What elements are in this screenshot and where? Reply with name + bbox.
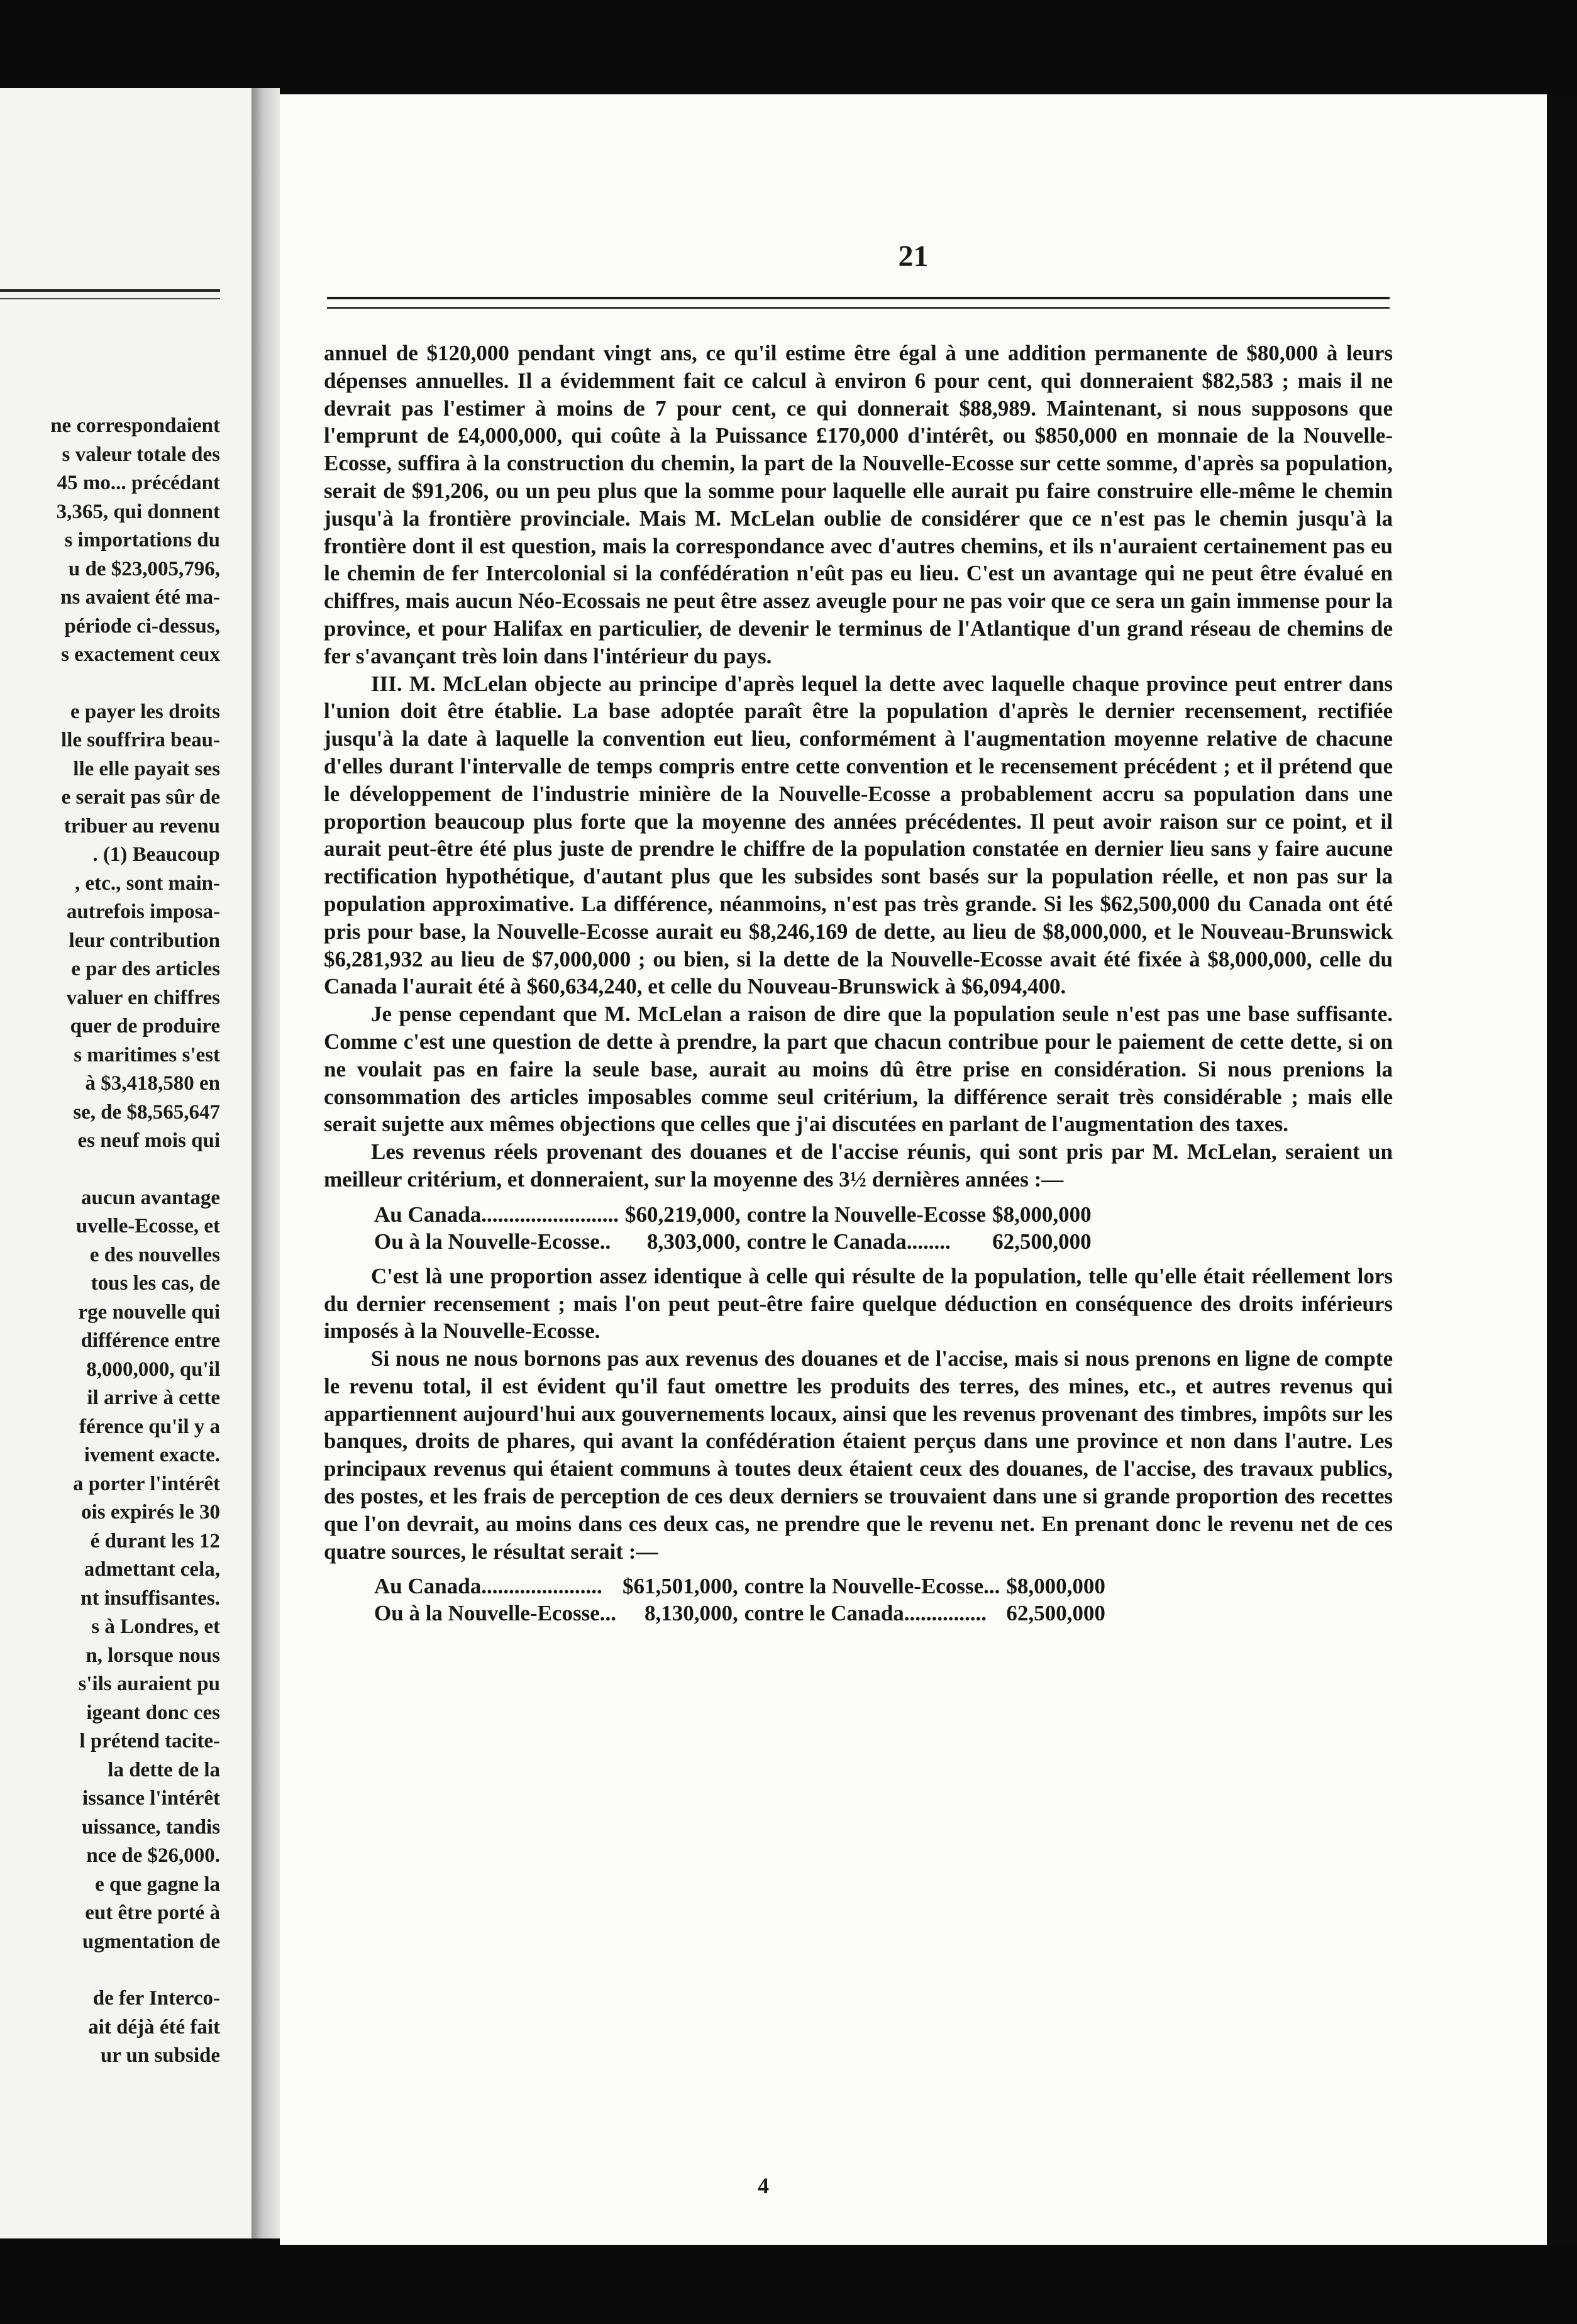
facing-page-line: e payer les droits bbox=[70, 700, 220, 723]
facing-page-line: uvelle-Ecosse, et bbox=[75, 1215, 220, 1237]
facing-page-line: à $3,418,580 en bbox=[85, 1072, 220, 1095]
row-label: Ou à la Nouvelle-Ecosse.. bbox=[374, 1229, 611, 1254]
row-other: $8,000,000 bbox=[992, 1202, 1092, 1227]
facing-page-line: tous les cas, de bbox=[91, 1272, 220, 1295]
row-other: 62,500,000 bbox=[992, 1229, 1092, 1254]
facing-page-line bbox=[0, 670, 220, 698]
paragraph: Je pense cependant que M. McLelan a raison de dire que la population seule n'est pas une base suffisante. Comme c'est une question de dette à prendre, la part que chacun contribue pour le paiement de cette dette, si on ne voulait pas en faire la seule base, aurait au moins dû être prise en considération. Si nous prenions la consommation des articles imposables comme seul critérium, la différence serait très considérable ; mais elle serait sujette aux mêmes objections que celles que j'ai discutées en parlant de l'augmentation des taxes. bbox=[324, 1002, 1393, 1137]
facing-page-rule bbox=[0, 289, 220, 299]
facing-page-line: lle souffrira beau- bbox=[61, 729, 220, 751]
scan-right-edge bbox=[1547, 94, 1577, 2245]
facing-page-line: n, lorsque nous bbox=[86, 1644, 220, 1667]
facing-page-line bbox=[0, 1956, 220, 1984]
row-label: Ou à la Nouvelle-Ecosse... bbox=[374, 1601, 616, 1626]
facing-page-line: nt insuffisantes. bbox=[80, 1586, 220, 1610]
facing-page-line: e des nouvelles bbox=[89, 1243, 220, 1266]
facing-page-line: rge nouvelle qui bbox=[78, 1300, 220, 1324]
paragraph: III. M. McLelan objecte au principe d'après lequel la dette avec laquelle chaque province peut entrer dans l'union doit être établie. La base adoptée paraît être la population d'après le dernier recensement, rectifiée jusqu'à la date à laquelle la convention eut lieu, conformément à l'augmentation moyenne relative de chacune d'elles durant l'intervalle de temps compris entre cette convention et le recensement précédent ; et il prétend que le développement de l'industrie minière de la Nouvelle-Ecosse a probablement accru sa population dans une proportion beaucoup plus forte que la moyenne des années précédentes. Il peut avoir raison sur ce point, et il aurait peut-être été plus juste de prendre le chiffre de la population constatée en dernier lieu sans y faire aucune rectification hypothétique, d'autant plus que les subsides sont basés sur la population réelle, et non pas sur la population approximative. La différence, néanmoins, n'est pas très grande. Si les $62,500,000 du Canada ont été pris pour base, la Nouvelle-Ecosse aurait eu $8,246,169 de dette, au lieu de $8,000,000, et le Nouveau-Brunswick $6,281,932 au lieu de $7,000,000 ; ou bien, si la dette de la Nouvelle-Ecosse avait été fixée à $8,000,000, celle du Canada l'aurait été à $60,634,240, et celle du Nouveau-Brunswick à $6,094,400. bbox=[324, 671, 1393, 999]
facing-page-line: la dette de la bbox=[108, 1758, 220, 1781]
row-contre: contre le Canada............... bbox=[744, 1601, 987, 1626]
row-amount: $61,501,000, bbox=[622, 1574, 738, 1599]
facing-page-line: s maritimes s'est bbox=[74, 1043, 220, 1066]
facing-page-line bbox=[0, 1156, 220, 1184]
facing-page-line: différence entre bbox=[80, 1329, 220, 1352]
row-amount: 8,303,000, bbox=[646, 1229, 741, 1254]
paragraph: C'est là une proportion assez identique à celle qui résulte de la population, telle qu'elle était réellement lors du dernier recensement ; mais l'on peut peut-être faire quelque déduction en conséquence des droits inférieurs imposés à la Nouvelle-Ecosse. bbox=[324, 1263, 1393, 1344]
facing-page-line: se, de $8,565,647 bbox=[73, 1100, 220, 1124]
signature-mark: 4 bbox=[758, 2173, 769, 2198]
paragraph: Les revenus réels provenant des douanes et de l'accise réunis, qui sont pris par M. McLelan, seraient un meilleur critérium, et donneraient, sur la moyenne des 3½ dernières années :— bbox=[324, 1139, 1393, 1192]
book-gutter bbox=[252, 88, 280, 2238]
facing-page-line: ne correspondaient bbox=[50, 414, 220, 437]
facing-page-line: e que gagne la bbox=[95, 1873, 220, 1896]
facing-page-line: é durant les 12 bbox=[90, 1529, 220, 1552]
row-amount: $60,219,000, bbox=[624, 1202, 741, 1227]
facing-page-line: leur contribution bbox=[69, 929, 220, 952]
facing-page-line: valuer en chiffres bbox=[66, 986, 220, 1009]
facing-page-line: ois expirés le 30 bbox=[81, 1501, 220, 1524]
facing-page-line: e par des articles bbox=[71, 958, 220, 980]
page-number: 21 bbox=[898, 240, 929, 273]
revenue-table-customs bbox=[374, 1201, 1098, 1255]
facing-page-line: u de $23,005,796, bbox=[68, 557, 220, 580]
facing-page-line: quer de produire bbox=[70, 1015, 220, 1038]
facing-page-line: il arrive à cette bbox=[87, 1386, 220, 1409]
facing-page-line: ivement exacte. bbox=[84, 1444, 220, 1466]
header-rule bbox=[327, 297, 1390, 309]
facing-page-line: période ci-dessus, bbox=[64, 614, 220, 638]
facing-page-line: s valeur totale des bbox=[62, 443, 220, 466]
table-row bbox=[374, 1573, 1112, 1600]
facing-page-fragment bbox=[0, 88, 252, 2238]
facing-page-line: e serait pas sûr de bbox=[61, 786, 220, 809]
facing-page-line: igeant donc ces bbox=[86, 1701, 220, 1724]
page-body bbox=[324, 340, 1393, 1634]
facing-page-line: ns avaient été ma- bbox=[60, 586, 220, 609]
facing-page-line: s à Londres, et bbox=[91, 1615, 220, 1638]
facing-page-line: 8,000,000, qu'il bbox=[86, 1358, 220, 1381]
facing-page-line: 3,365, qui donnent bbox=[56, 500, 220, 523]
row-other: 62,500,000 bbox=[1006, 1601, 1105, 1626]
facing-page-line: , etc., sont main- bbox=[75, 872, 220, 895]
facing-page-text bbox=[0, 412, 220, 2071]
facing-page-line: lle elle payait ses bbox=[73, 757, 220, 780]
facing-page-line: autrefois imposa- bbox=[66, 900, 220, 923]
paragraph: Si nous ne nous bornons pas aux revenus des douanes et de l'accise, mais si nous prenons en ligne de compte le revenu total, il est évident qu'il faut omettre les produits des terres, des mines, etc., et autres revenus qui appartiennent aujourd'hui aux gouvernements locaux, ainsi que les revenus provenant des timbres, impôts sur les banques, droits de phares, qui avant la confédération étaient perçus dans une province et non dans l'autre. Les principaux revenus qui étaient communs à toutes deux étaient ceux des douanes, de l'accise, des travaux publics, des postes, et les frais de perception de ces deux derniers se trouvaient dans une si grande proportion des recettes que l'on devrait, au moins dans ces deux cas, ne prendre que le revenu net. En prenant donc le revenu net de ces quatre sources, le résultat serait :— bbox=[324, 1346, 1393, 1564]
facing-page-line: ugmentation de bbox=[82, 1930, 220, 1953]
facing-page-line: uissance, tandis bbox=[81, 1815, 220, 1839]
facing-page-line: s'ils auraient pu bbox=[78, 1673, 220, 1695]
facing-page-line: l prétend tacite- bbox=[79, 1730, 220, 1752]
facing-page-line: s exactement ceux bbox=[61, 643, 220, 666]
facing-page-line: a porter l'intérêt bbox=[73, 1472, 220, 1495]
facing-page-line: es neuf mois qui bbox=[77, 1129, 220, 1152]
row-contre: contre la Nouvelle-Ecosse... bbox=[744, 1574, 1000, 1599]
page bbox=[280, 94, 1547, 2245]
facing-page-line: de fer Interco- bbox=[92, 1987, 220, 2010]
facing-page-line: 45 mo... précédant bbox=[57, 472, 220, 494]
row-other: $8,000,000 bbox=[1006, 1574, 1105, 1599]
row-contre: contre le Canada........ bbox=[746, 1229, 951, 1254]
paragraph: annuel de $120,000 pendant vingt ans, ce qu'il estime être égal à une addition permanente de $80,000 à leurs dépenses annuelles. Il a évidemment fait ce calcul à environ 6 pour cent, qui donneraient $82,583 ; mais il ne devrait pas l'estimer à moins de 7 pour cent, ce qui donnerait $88,989. Maintenant, si nous supposons que l'emprunt de £4,000,000, qui coûte à la Puissance £170,000 d'intérêt, ou $850,000 en monnaie de la Nouvelle-Ecosse, suffira à la construction du chemin, la part de la Nouvelle-Ecosse sur cette somme, d'après sa population, serait de $91,206, ou un peu plus que la somme pour laquelle elle aurait pu faire construire elle-même le chemin jusqu'à la frontière provinciale. Mais M. McLelan oublie de considérer que ce n'est pas le chemin jusqu'à la frontière dont il est question, mais la correspondance avec d'autres chemins, et ils n'auraient certainement pas eu le chemin de fer Intercolonial si la confédération n'eût pas eu lieu. C'est un avantage qui ne peut être évalué en chiffres, mais aucun Néo-Ecossais ne peut être assez aveugle pour ne pas voir que ce sera un gain immense pour la province, et pour Halifax en particulier, de devenir le terminus de l'Atlantique d'un grand réseau de chemins de fer s'avançant très loin dans l'intérieur du pays. bbox=[324, 341, 1393, 668]
table-row bbox=[374, 1228, 1098, 1255]
revenue-table-net bbox=[374, 1573, 1112, 1627]
row-amount: 8,130,000, bbox=[644, 1601, 738, 1626]
facing-page-line: issance l'intérêt bbox=[82, 1787, 220, 1810]
facing-page-line: nce de $26,000. bbox=[86, 1844, 220, 1867]
table-row bbox=[374, 1201, 1098, 1228]
row-label: Au Canada...................... bbox=[374, 1574, 602, 1599]
facing-page-line: ait déjà été fait bbox=[88, 2015, 220, 2039]
facing-page-line: admettant cela, bbox=[84, 1558, 220, 1581]
row-label: Au Canada......................... bbox=[374, 1202, 619, 1227]
facing-page-line: s importations du bbox=[64, 529, 220, 551]
facing-page-line: tribuer au revenu bbox=[64, 814, 220, 838]
facing-page-line: eut être porté à bbox=[85, 1901, 220, 1924]
facing-page-line: aucun avantage bbox=[81, 1186, 220, 1209]
facing-page-line: ur un subside bbox=[100, 2044, 220, 2067]
table-row bbox=[374, 1600, 1112, 1627]
facing-page-line: . (1) Beaucoup bbox=[92, 843, 220, 866]
facing-page-line: férence qu'il y a bbox=[79, 1415, 220, 1438]
row-contre: contre la Nouvelle-Ecosse bbox=[746, 1202, 987, 1227]
